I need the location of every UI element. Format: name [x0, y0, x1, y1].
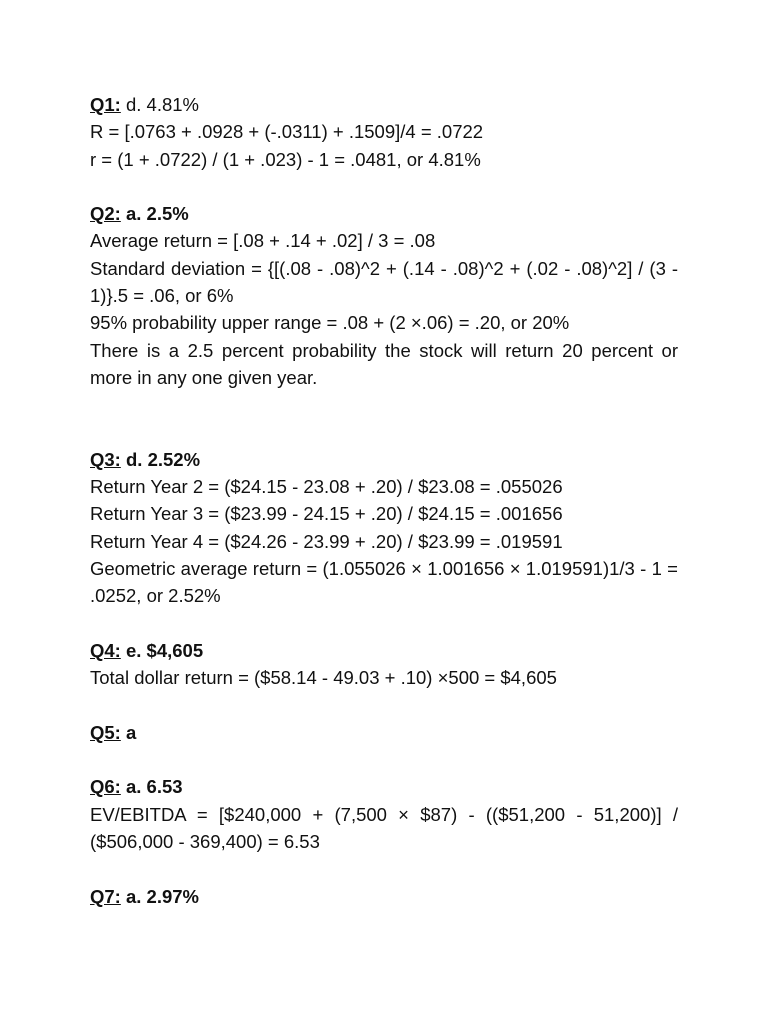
- question-label: Q6:: [90, 776, 121, 798]
- question-label: Q5:: [90, 721, 121, 743]
- work-line: 95% probability upper range = .08 + (2 ×.06) = .20, or 20%: [90, 312, 570, 334]
- question-block-q7: [90, 883, 678, 910]
- work-line: Total dollar return = ($58.14 - 49.03 + .10) ×500 = $4,605: [90, 667, 557, 689]
- question-answer: a. 2.97%: [120, 885, 200, 907]
- question-answer: a. 2.5%: [120, 203, 189, 225]
- question-answer: d. 4.81%: [120, 94, 200, 115]
- question-heading-q7: [90, 883, 678, 910]
- work-line: Return Year 4 = ($24.26 - 23.99 + .20) / $23.99 = .019591: [90, 530, 563, 552]
- question-heading-q5: [90, 719, 678, 746]
- question-block-q6: [90, 773, 678, 855]
- question-answer: a. 6.53: [120, 776, 183, 798]
- question-block-q2: [90, 200, 678, 391]
- question-heading-q1: [90, 91, 678, 118]
- work-line: Return Year 3 = ($23.99 - 24.15 + .20) / $24.15 = .001656: [90, 503, 563, 525]
- question-answer: e. $4,605: [120, 639, 204, 661]
- question-heading-q6: [90, 773, 678, 800]
- work-line: There is a 2.5 percent probability the stock will return 20 percent or more in any one given year.: [90, 339, 678, 388]
- question-heading-q3: [90, 446, 678, 473]
- question-label: Q4:: [90, 639, 121, 661]
- question-label: Q7:: [90, 885, 121, 907]
- work-line: Average return = [.08 + .14 + .02] / 3 = .08: [90, 230, 436, 252]
- question-label: Q1:: [90, 94, 121, 115]
- question-label: Q3:: [90, 448, 121, 470]
- question-block-q5: [90, 719, 678, 746]
- question-answer: d. 2.52%: [120, 448, 201, 470]
- question-block-q3: [90, 446, 678, 610]
- work-line: Geometric average return = (1.055026 × 1.001656 × 1.019591)1/3 - 1 = .0252, or 2.52%: [90, 558, 678, 607]
- question-block-q1: [90, 91, 678, 173]
- question-block-q4: [90, 637, 678, 692]
- question-answer: a: [120, 721, 137, 743]
- work-line: R = [.0763 + .0928 + (-.0311) + .1509]/4 = .0722: [90, 121, 484, 143]
- question-heading-q4: [90, 637, 678, 664]
- work-line: Return Year 2 = ($24.15 - 23.08 + .20) / $23.08 = .055026: [90, 476, 563, 498]
- question-label: Q2:: [90, 203, 121, 225]
- work-line: EV/EBITDA = [$240,000 + (7,500 × $87) - (($51,200 - 51,200)] / ($506,000 - 369,400) = 6.53: [90, 803, 678, 853]
- question-heading-q2: [90, 200, 678, 227]
- work-line: r = (1 + .0722) / (1 + .023) - 1 = .0481, or 4.81%: [90, 148, 481, 170]
- answer-key-page: [90, 91, 678, 910]
- work-line: Standard deviation = {[(.08 - .08)^2 + (.14 - .08)^2 + (.02 - .08)^2] / (3 - 1)}.5 = .06, or 6%: [90, 257, 678, 307]
